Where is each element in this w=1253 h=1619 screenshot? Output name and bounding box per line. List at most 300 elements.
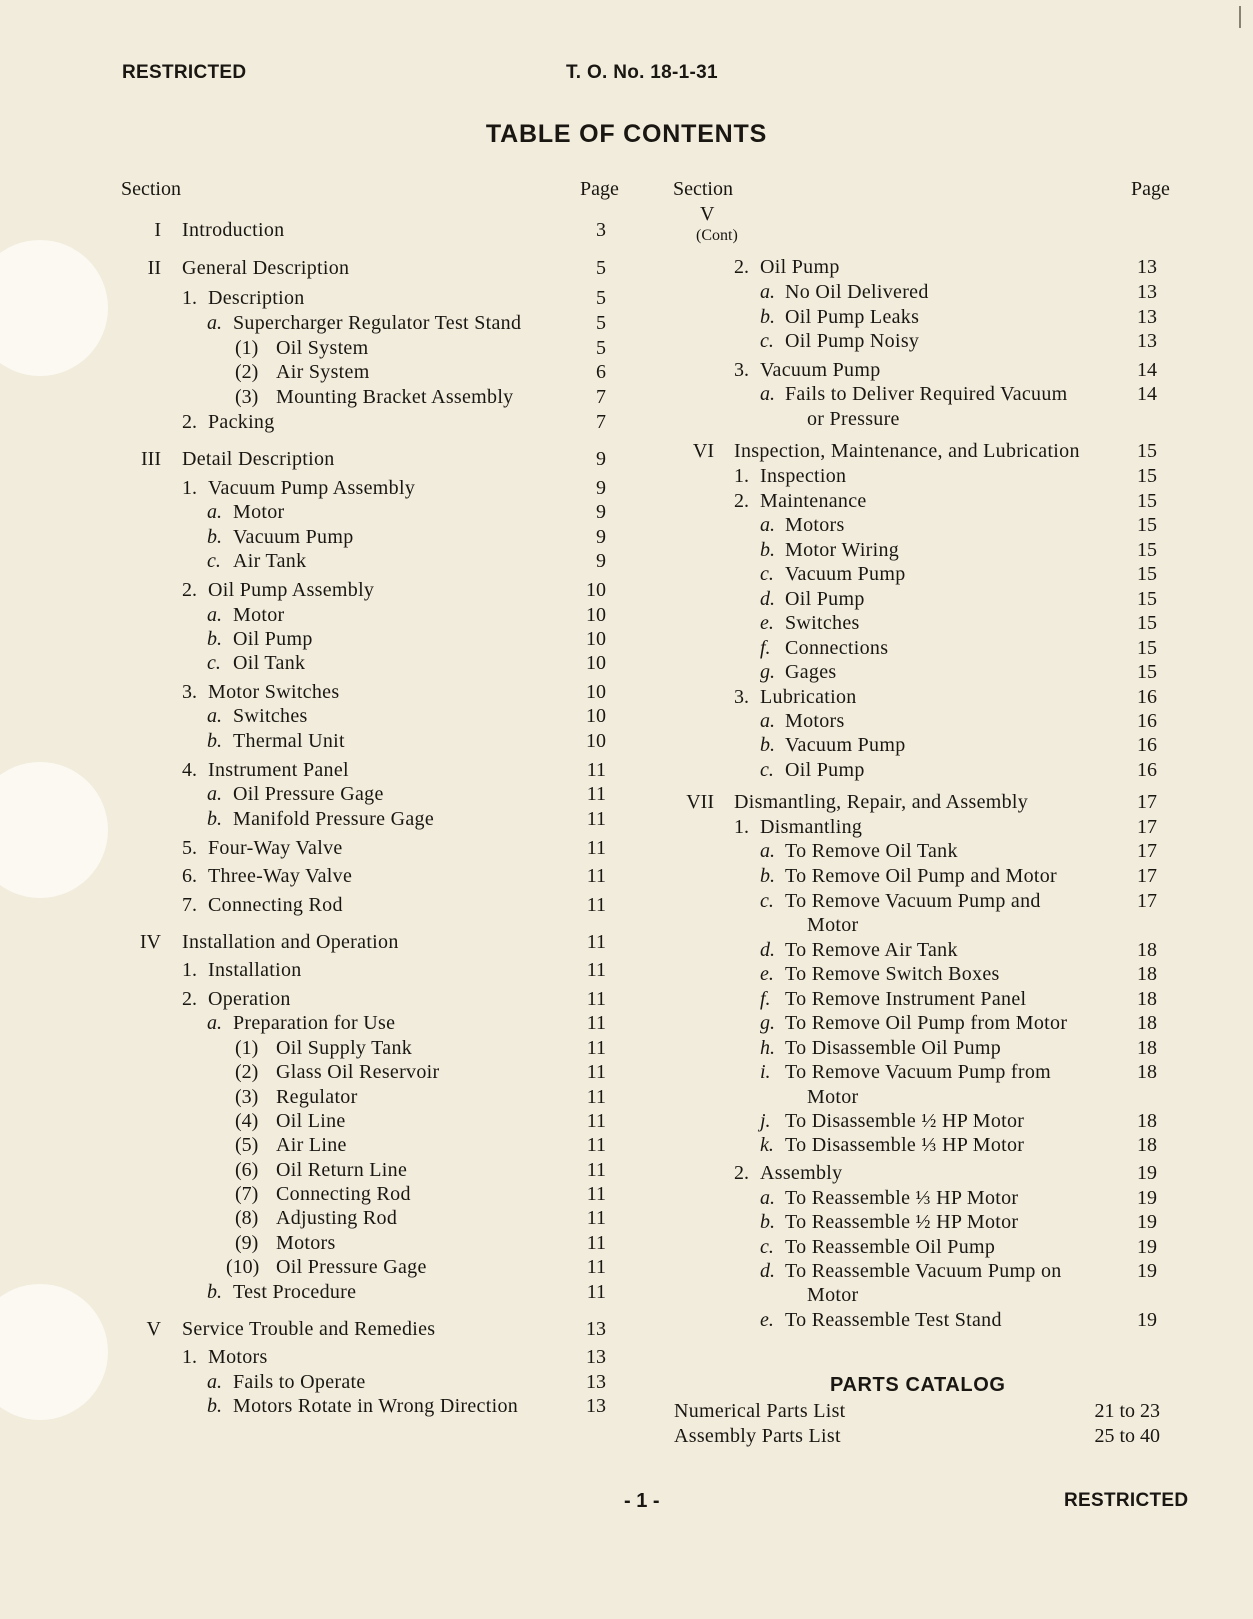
right-toc-entry-title: To Disassemble ½ HP Motor xyxy=(785,1110,1025,1132)
right-toc-entry-page: 19 xyxy=(1137,1260,1157,1282)
left-toc-entry xyxy=(0,218,1253,242)
left-toc-entry-title: Connecting Rod xyxy=(208,894,343,916)
left-toc-entry-number: b. xyxy=(207,628,222,650)
left-toc-entry-number: 5. xyxy=(182,837,197,859)
right-toc-entry-number: 1. xyxy=(734,465,749,487)
left-toc-entry-title: Air Tank xyxy=(233,550,307,572)
left-toc-entry-number: 6. xyxy=(182,865,197,887)
right-toc-entry-title: To Reassemble ⅓ HP Motor xyxy=(785,1187,1019,1209)
right-toc-entry xyxy=(0,489,1253,513)
right-toc-entry-title: Vacuum Pump xyxy=(785,734,906,756)
left-toc-entry-number: 2. xyxy=(182,411,197,433)
right-toc-entry-title: Gages xyxy=(785,661,837,683)
right-toc-entry-number: c. xyxy=(760,330,774,352)
parts-catalog-entry-page: 25 to 40 xyxy=(1094,1425,1160,1447)
left-toc-entry-number: 4. xyxy=(182,759,197,781)
left-toc-entry-page: 11 xyxy=(586,1086,606,1108)
right-toc-entry-number: c. xyxy=(760,759,774,781)
left-toc-entry-page: 10 xyxy=(586,652,606,674)
left-toc-entry-number: V xyxy=(146,1318,161,1340)
left-toc-entry-number: a. xyxy=(207,1371,222,1393)
left-toc-entry-number: (1) xyxy=(235,1037,259,1059)
left-toc-entry-title: Oil Pressure Gage xyxy=(233,783,384,805)
right-toc-entry-title: Assembly xyxy=(760,1162,843,1184)
right-toc-entry-page: 18 xyxy=(1137,1110,1157,1132)
right-toc-entry xyxy=(0,636,1253,660)
left-toc-entry-number: a. xyxy=(207,501,222,523)
left-toc-entry-page: 10 xyxy=(586,681,606,703)
left-toc-entry-number: 1. xyxy=(182,287,197,309)
left-toc-entry-page: 11 xyxy=(586,988,606,1010)
right-toc-entry-page: 13 xyxy=(1137,306,1157,328)
right-toc-entry-number: VI xyxy=(692,440,714,462)
left-toc-entry-page: 3 xyxy=(596,219,606,241)
right-toc-entry xyxy=(0,709,1253,733)
left-toc-entry-number: (4) xyxy=(235,1110,259,1132)
right-toc-entry-number: h. xyxy=(760,1037,775,1059)
right-toc-entry xyxy=(0,815,1253,839)
left-toc-entry-number: (2) xyxy=(235,1061,259,1083)
page-title: TABLE OF CONTENTS xyxy=(485,120,768,148)
right-toc-entry-title: Motor xyxy=(807,1086,859,1108)
left-section-header: Section xyxy=(121,178,181,200)
right-toc-entry-title: To Remove Vacuum Pump from xyxy=(785,1061,1052,1083)
right-toc-entry-number: d. xyxy=(760,939,775,961)
parts-catalog-entry-title: Numerical Parts List xyxy=(674,1400,846,1422)
right-toc-entry-title: Oil Pump Leaks xyxy=(785,306,920,328)
left-toc-entry xyxy=(0,1345,1253,1369)
left-toc-entry-page: 11 xyxy=(586,1207,606,1229)
left-toc-entry-number: (9) xyxy=(235,1232,259,1254)
left-toc-entry-page: 5 xyxy=(596,287,606,309)
right-toc-entry xyxy=(0,538,1253,562)
left-toc-entry-page: 10 xyxy=(586,730,606,752)
left-toc-entry-number: 7. xyxy=(182,894,197,916)
right-toc-entry-page: 15 xyxy=(1137,612,1157,634)
left-toc-entry-number: IV xyxy=(139,931,161,953)
left-toc-entry-title: Motors Rotate in Wrong Direction xyxy=(233,1395,519,1417)
right-toc-entry-page: 13 xyxy=(1137,281,1157,303)
right-toc-entry-number: a. xyxy=(760,710,775,732)
left-toc-entry-title: Manifold Pressure Gage xyxy=(233,808,434,830)
left-toc-entry-page: 11 xyxy=(586,1183,606,1205)
right-toc-entry-title: Switches xyxy=(785,612,860,634)
right-toc-entry-number: g. xyxy=(760,1012,775,1034)
left-toc-entry-number: a. xyxy=(207,604,222,626)
left-toc-entry-number: (3) xyxy=(235,386,259,408)
left-toc-entry-title: Regulator xyxy=(276,1086,358,1108)
header-tech-order-number: T. O. No. 18-1-31 xyxy=(566,62,718,83)
right-toc-entry xyxy=(0,1011,1253,1035)
left-toc-entry-number: a. xyxy=(207,705,222,727)
right-toc-entry xyxy=(0,1036,1253,1060)
right-toc-entry-number: g. xyxy=(760,661,775,683)
right-toc-entry-title: Oil Pump xyxy=(760,256,840,278)
left-toc-entry-title: Description xyxy=(208,287,305,309)
right-toc-entry xyxy=(0,660,1253,684)
left-toc-entry-number: (8) xyxy=(235,1207,259,1229)
parts-catalog-entry xyxy=(0,1399,1253,1423)
left-toc-entry-page: 11 xyxy=(586,1012,606,1034)
right-toc-entry-title: Motor Wiring xyxy=(785,539,900,561)
right-toc-entry-page: 19 xyxy=(1137,1211,1157,1233)
right-toc-entry-title: To Remove Air Tank xyxy=(785,939,958,961)
right-toc-entry-page: 15 xyxy=(1137,637,1157,659)
left-toc-entry-page: 13 xyxy=(586,1395,606,1417)
right-toc-entry-page: 17 xyxy=(1137,865,1157,887)
right-toc-entry xyxy=(0,1186,1253,1210)
right-toc-entry xyxy=(0,305,1253,329)
left-toc-entry-page: 11 xyxy=(586,1159,606,1181)
right-toc-entry-title: To Reassemble Oil Pump xyxy=(785,1236,996,1258)
right-toc-entry-page: 15 xyxy=(1137,514,1157,536)
left-toc-entry-title: Connecting Rod xyxy=(276,1183,411,1205)
right-toc-entry-title: Oil Pump Noisy xyxy=(785,330,920,352)
right-toc-entry-number: d. xyxy=(760,588,775,610)
right-toc-entry-title: To Remove Oil Pump and Motor xyxy=(785,865,1057,887)
left-toc-entry-page: 6 xyxy=(596,361,606,383)
left-page-header: Page xyxy=(580,178,619,200)
left-toc-entry-page: 11 xyxy=(586,894,606,916)
right-toc-entry-page: 13 xyxy=(1137,256,1157,278)
left-toc-entry-title: Switches xyxy=(233,705,308,727)
left-toc-entry-title: Packing xyxy=(208,411,275,433)
left-toc-entry-title: Instrument Panel xyxy=(208,759,349,781)
right-toc-entry xyxy=(0,889,1253,913)
left-toc-entry-title: Motor Switches xyxy=(208,681,340,703)
left-toc-entry-title: Service Trouble and Remedies xyxy=(182,1318,436,1340)
left-toc-entry-page: 5 xyxy=(596,257,606,279)
parts-catalog-title: PARTS CATALOG xyxy=(830,1374,1006,1396)
left-toc-entry-number: b. xyxy=(207,1281,222,1303)
right-toc-entry-number: c. xyxy=(760,563,774,585)
left-toc-entry-page: 9 xyxy=(596,477,606,499)
left-toc-entry-number: b. xyxy=(207,730,222,752)
right-toc-entry xyxy=(0,255,1253,279)
right-toc-entry-title: Motor xyxy=(807,914,859,936)
left-toc-entry-page: 9 xyxy=(596,501,606,523)
right-toc-entry-page: 18 xyxy=(1137,939,1157,961)
right-toc-entry xyxy=(0,1235,1253,1259)
left-toc-entry-number: (6) xyxy=(235,1159,259,1181)
right-toc-entry xyxy=(0,1161,1253,1185)
parts-catalog-entry xyxy=(0,1424,1253,1448)
right-toc-entry-page: 18 xyxy=(1137,1061,1157,1083)
right-toc-entry-page: 17 xyxy=(1137,890,1157,912)
left-toc-entry-number: (5) xyxy=(235,1134,259,1156)
left-toc-entry-number: (3) xyxy=(235,1086,259,1108)
left-toc-entry-page: 11 xyxy=(586,1134,606,1156)
left-toc-entry-page: 11 xyxy=(586,783,606,805)
left-toc-entry-title: Three-Way Valve xyxy=(208,865,353,887)
right-toc-entry-title: Inspection xyxy=(760,465,847,487)
left-toc-entry-title: Installation and Operation xyxy=(182,931,399,953)
right-toc-entry-title: Dismantling xyxy=(760,816,863,838)
right-toc-entry-title: Lubrication xyxy=(760,686,857,708)
parts-catalog-entry-title: Assembly Parts List xyxy=(674,1425,841,1447)
right-toc-entry-number: i. xyxy=(760,1061,771,1083)
right-toc-entry-number: 3. xyxy=(734,359,749,381)
left-toc-entry-title: Fails to Operate xyxy=(233,1371,366,1393)
left-toc-entry-page: 10 xyxy=(586,579,606,601)
right-toc-entry xyxy=(0,382,1253,406)
right-toc-entry-number: e. xyxy=(760,1309,774,1331)
left-toc-entry-title: Test Procedure xyxy=(233,1281,357,1303)
right-toc-entry-title: To Remove Instrument Panel xyxy=(785,988,1027,1010)
left-toc-entry-title: Air Line xyxy=(276,1134,347,1156)
right-toc-entry-number: 2. xyxy=(734,256,749,278)
right-toc-entry-title: To Disassemble Oil Pump xyxy=(785,1037,1002,1059)
right-toc-entry-page: 16 xyxy=(1137,710,1157,732)
right-toc-entry-page: 18 xyxy=(1137,1134,1157,1156)
left-toc-entry-title: Oil Pump Assembly xyxy=(208,579,375,601)
left-toc-entry-number: b. xyxy=(207,808,222,830)
right-toc-entry-title: To Reassemble Vacuum Pump on xyxy=(785,1260,1062,1282)
right-toc-entry-title: or Pressure xyxy=(807,408,900,430)
left-toc-entry-number: (10) xyxy=(226,1256,260,1278)
left-toc-entry-number: 1. xyxy=(182,959,197,981)
right-toc-entry-number: d. xyxy=(760,1260,775,1282)
right-toc-entry xyxy=(0,758,1253,782)
left-toc-entry-number: 1. xyxy=(182,477,197,499)
left-toc-entry-title: Oil Return Line xyxy=(276,1159,408,1181)
left-toc-entry-title: Mounting Bracket Assembly xyxy=(276,386,514,408)
right-toc-entry-number: a. xyxy=(760,840,775,862)
left-toc-entry-page: 9 xyxy=(596,448,606,470)
page-number: - 1 - xyxy=(624,1490,660,1512)
left-toc-entry-title: Motor xyxy=(233,501,285,523)
right-toc-entry-page: 15 xyxy=(1137,539,1157,561)
right-toc-entry-page: 19 xyxy=(1137,1309,1157,1331)
left-toc-entry-page: 13 xyxy=(586,1346,606,1368)
right-toc-entry-title: To Reassemble ½ HP Motor xyxy=(785,1211,1019,1233)
right-toc-entry xyxy=(0,864,1253,888)
left-toc-entry-number: (1) xyxy=(235,337,259,359)
left-toc-entry-title: Motor xyxy=(233,604,285,626)
left-toc-entry-page: 7 xyxy=(596,386,606,408)
right-toc-entry xyxy=(0,280,1253,304)
left-toc-entry-number: b. xyxy=(207,526,222,548)
left-toc-entry-title: Detail Description xyxy=(182,448,335,470)
right-toc-entry-title: Maintenance xyxy=(760,490,867,512)
right-toc-entry-number: VII xyxy=(686,791,714,813)
right-toc-entry-page: 18 xyxy=(1137,963,1157,985)
parts-catalog-entry-page: 21 to 23 xyxy=(1094,1400,1160,1422)
left-toc-entry-title: Oil Supply Tank xyxy=(276,1037,413,1059)
right-toc-entry-title: Oil Pump xyxy=(785,759,865,781)
right-toc-entry-page: 15 xyxy=(1137,465,1157,487)
right-toc-entry-page: 18 xyxy=(1137,1012,1157,1034)
right-toc-entry-title: To Remove Oil Tank xyxy=(785,840,958,862)
right-toc-entry-number: 2. xyxy=(734,490,749,512)
right-toc-entry-number: b. xyxy=(760,539,775,561)
right-page-header: Page xyxy=(1131,178,1170,200)
right-section-header: Section xyxy=(673,178,733,200)
left-toc-entry-number: 1. xyxy=(182,1346,197,1368)
right-toc-entry xyxy=(0,407,1253,431)
footer-classification: RESTRICTED xyxy=(1064,1490,1189,1511)
right-toc-entry-page: 15 xyxy=(1137,661,1157,683)
right-toc-entry-page: 15 xyxy=(1137,440,1157,462)
left-toc-entry-title: Operation xyxy=(208,988,291,1010)
right-toc-entry xyxy=(0,685,1253,709)
right-toc-entry-number: a. xyxy=(760,514,775,536)
left-toc-entry-page: 11 xyxy=(586,959,606,981)
right-toc-entry-title: Vacuum Pump xyxy=(760,359,881,381)
left-toc-entry-title: Air System xyxy=(276,361,370,383)
left-toc-entry-number: c. xyxy=(207,652,221,674)
right-toc-entry-number: a. xyxy=(760,281,775,303)
left-toc-entry-page: 5 xyxy=(596,337,606,359)
right-section-continued-note: (Cont) xyxy=(696,227,738,244)
right-toc-entry-page: 17 xyxy=(1137,840,1157,862)
right-toc-entry-title: To Remove Oil Pump from Motor xyxy=(785,1012,1068,1034)
right-toc-entry-page: 18 xyxy=(1137,988,1157,1010)
left-toc-entry-page: 9 xyxy=(596,550,606,572)
right-toc-entry-page: 14 xyxy=(1137,383,1157,405)
right-toc-entry-number: k. xyxy=(760,1134,774,1156)
left-toc-entry-title: Motors xyxy=(276,1232,336,1254)
left-toc-entry-title: Oil Tank xyxy=(233,652,306,674)
left-toc-entry-title: Supercharger Regulator Test Stand xyxy=(233,312,522,334)
right-toc-entry-title: To Reassemble Test Stand xyxy=(785,1309,1002,1331)
right-toc-entry-page: 14 xyxy=(1137,359,1157,381)
left-toc-entry-page: 7 xyxy=(596,411,606,433)
right-toc-entry-page: 16 xyxy=(1137,759,1157,781)
right-toc-entry xyxy=(0,913,1253,937)
left-toc-entry-page: 13 xyxy=(586,1318,606,1340)
right-toc-entry xyxy=(0,1060,1253,1084)
right-toc-entry-title: Inspection, Maintenance, and Lubrication xyxy=(734,440,1080,462)
page-edge-mark xyxy=(1239,6,1241,28)
right-toc-entry-title: Motors xyxy=(785,514,845,536)
right-toc-entry-number: 3. xyxy=(734,686,749,708)
left-toc-entry-page: 9 xyxy=(596,526,606,548)
right-toc-entry-page: 13 xyxy=(1137,330,1157,352)
left-toc-entry-page: 11 xyxy=(586,837,606,859)
left-toc-entry-number: (7) xyxy=(235,1183,259,1205)
left-toc-entry-page: 11 xyxy=(586,865,606,887)
left-toc-entry-page: 11 xyxy=(586,931,606,953)
right-toc-entry-page: 15 xyxy=(1137,588,1157,610)
right-toc-entry-number: j. xyxy=(760,1110,771,1132)
left-toc-entry-number: a. xyxy=(207,783,222,805)
left-toc-entry-page: 11 xyxy=(586,808,606,830)
left-toc-entry xyxy=(0,1370,1253,1394)
right-toc-entry-title: Connections xyxy=(785,637,889,659)
left-toc-entry-page: 11 xyxy=(586,1110,606,1132)
left-toc-entry-number: II xyxy=(147,257,161,279)
left-toc-entry-page: 11 xyxy=(586,1232,606,1254)
right-toc-entry xyxy=(0,611,1253,635)
right-toc-entry-title: Motors xyxy=(785,710,845,732)
right-section-continued-number: V xyxy=(700,203,715,225)
right-toc-entry xyxy=(0,1259,1253,1283)
left-toc-entry-title: Motors xyxy=(208,1346,268,1368)
right-toc-entry-title: No Oil Delivered xyxy=(785,281,929,303)
left-toc-entry-number: 2. xyxy=(182,988,197,1010)
right-toc-entry-number: f. xyxy=(760,988,771,1010)
left-toc-entry-page: 10 xyxy=(586,604,606,626)
right-toc-entry xyxy=(0,839,1253,863)
left-toc-entry-title: Thermal Unit xyxy=(233,730,345,752)
left-toc-entry-number: b. xyxy=(207,1395,222,1417)
left-toc-entry-page: 11 xyxy=(586,759,606,781)
right-toc-entry xyxy=(0,587,1253,611)
right-toc-entry-page: 19 xyxy=(1137,1162,1157,1184)
left-toc-entry-number: (2) xyxy=(235,361,259,383)
right-toc-entry xyxy=(0,562,1253,586)
right-toc-entry xyxy=(0,1308,1253,1332)
left-toc-entry-title: Oil System xyxy=(276,337,369,359)
right-toc-entry-page: 16 xyxy=(1137,686,1157,708)
right-toc-entry-page: 15 xyxy=(1137,490,1157,512)
left-toc-entry-title: Oil Line xyxy=(276,1110,346,1132)
left-toc-entry-number: a. xyxy=(207,312,222,334)
right-toc-entry-number: c. xyxy=(760,890,774,912)
header-classification: RESTRICTED xyxy=(122,62,247,83)
right-toc-entry-title: Oil Pump xyxy=(785,588,865,610)
right-toc-entry xyxy=(0,1085,1253,1109)
right-toc-entry xyxy=(0,1109,1253,1133)
left-toc-entry-page: 13 xyxy=(586,1371,606,1393)
right-toc-entry-title: Dismantling, Repair, and Assembly xyxy=(734,791,1029,813)
left-toc-entry-title: Adjusting Rod xyxy=(276,1207,398,1229)
left-toc-entry-title: Oil Pressure Gage xyxy=(276,1256,427,1278)
left-toc-entry-title: Installation xyxy=(208,959,302,981)
right-toc-entry-page: 19 xyxy=(1137,1236,1157,1258)
left-toc-entry-title: General Description xyxy=(182,257,350,279)
right-toc-entry xyxy=(0,358,1253,382)
right-toc-entry-number: e. xyxy=(760,612,774,634)
left-toc-entry-number: c. xyxy=(207,550,221,572)
right-toc-entry xyxy=(0,1210,1253,1234)
right-toc-entry-title: Vacuum Pump xyxy=(785,563,906,585)
left-toc-entry-number: I xyxy=(154,219,161,241)
right-toc-entry-page: 18 xyxy=(1137,1037,1157,1059)
right-toc-entry-title: To Remove Switch Boxes xyxy=(785,963,1000,985)
right-toc-entry-title: Fails to Deliver Required Vacuum xyxy=(785,383,1068,405)
left-toc-entry-page: 10 xyxy=(586,628,606,650)
left-toc-entry-title: Oil Pump xyxy=(233,628,313,650)
right-toc-entry-number: 1. xyxy=(734,816,749,838)
right-toc-entry-page: 17 xyxy=(1137,791,1157,813)
right-toc-entry-number: a. xyxy=(760,1187,775,1209)
left-toc-entry-title: Vacuum Pump xyxy=(233,526,354,548)
left-toc-entry-page: 11 xyxy=(586,1061,606,1083)
left-toc-entry-title: Introduction xyxy=(182,219,285,241)
right-toc-entry-title: Motor xyxy=(807,1284,859,1306)
right-toc-entry xyxy=(0,439,1253,463)
right-toc-entry xyxy=(0,1283,1253,1307)
left-toc-entry-page: 11 xyxy=(586,1256,606,1278)
right-toc-entry-number: f. xyxy=(760,637,771,659)
right-toc-entry-number: b. xyxy=(760,734,775,756)
left-toc-entry-page: 11 xyxy=(586,1281,606,1303)
left-toc-entry-title: Preparation for Use xyxy=(233,1012,396,1034)
right-toc-entry-number: b. xyxy=(760,1211,775,1233)
left-toc-entry-number: III xyxy=(141,448,161,470)
right-toc-entry xyxy=(0,987,1253,1011)
right-toc-entry-number: c. xyxy=(760,1236,774,1258)
right-toc-entry xyxy=(0,938,1253,962)
right-toc-entry xyxy=(0,464,1253,488)
right-toc-entry-number: e. xyxy=(760,963,774,985)
right-toc-entry-title: To Disassemble ⅓ HP Motor xyxy=(785,1134,1025,1156)
left-toc-entry-title: Glass Oil Reservoir xyxy=(276,1061,440,1083)
right-toc-entry xyxy=(0,733,1253,757)
right-toc-entry xyxy=(0,513,1253,537)
